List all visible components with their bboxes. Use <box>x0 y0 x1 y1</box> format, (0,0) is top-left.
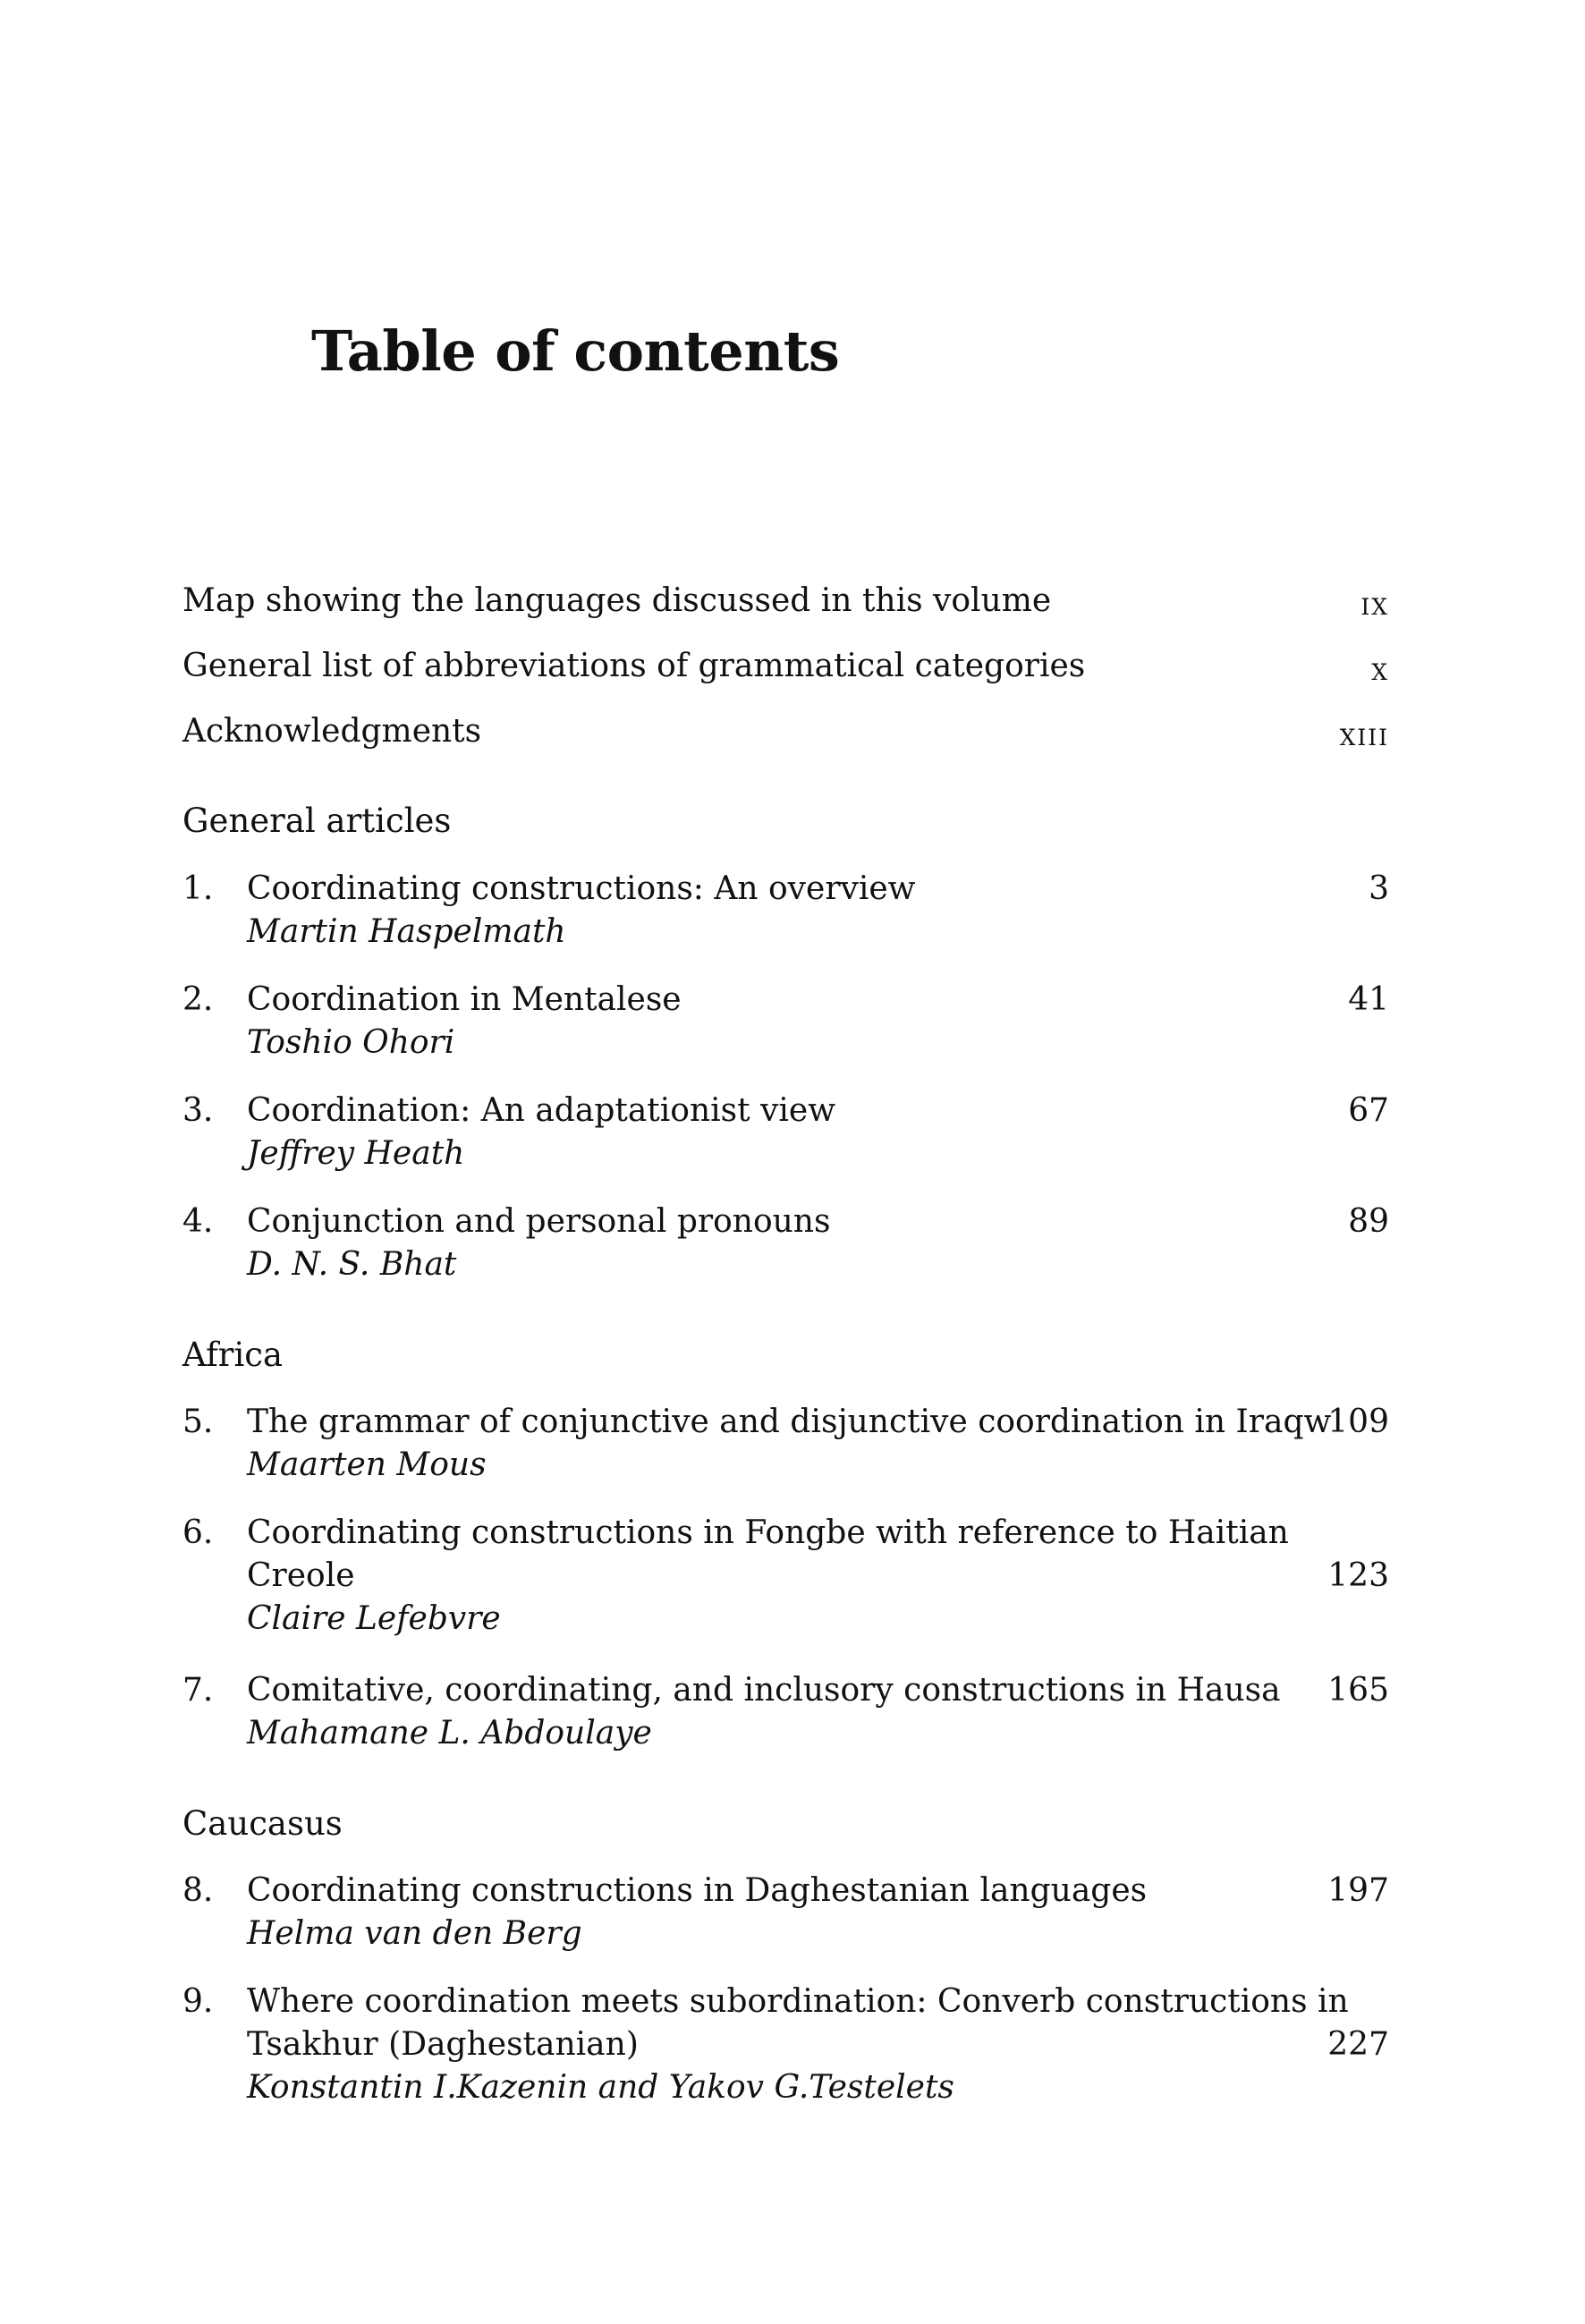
section-heading: Caucasus <box>182 1804 343 1843</box>
toc-entry-page: 67 <box>1348 1092 1389 1129</box>
toc-entry-author: Konstantin I.Kazenin and Yakov G.Testelets <box>247 2069 954 2106</box>
section-heading: General articles <box>182 802 452 840</box>
toc-entry-number: 9. <box>182 1983 214 2020</box>
toc-entry-number: 8. <box>182 1872 214 1909</box>
toc-front-item-page: x <box>1371 651 1389 688</box>
toc-entry-page: 123 <box>1327 1557 1389 1594</box>
toc-entry-number: 3. <box>182 1092 214 1129</box>
toc-entry-page: 227 <box>1327 2026 1389 2063</box>
toc-entry-page: 197 <box>1327 1872 1389 1909</box>
toc-entry-title: Coordinating constructions: An overview <box>247 870 916 907</box>
toc-entry-title: Coordination in Mentalese <box>247 981 682 1018</box>
toc-entry-page: 41 <box>1348 981 1389 1018</box>
page-title: Table of contents <box>311 318 840 384</box>
toc-entry-page: 3 <box>1369 870 1389 907</box>
toc-entry-title-continued: Creole <box>247 1557 355 1594</box>
toc-entry-number: 5. <box>182 1404 214 1440</box>
toc-entry-page: 165 <box>1327 1672 1389 1709</box>
toc-entry-number: 7. <box>182 1672 214 1709</box>
toc-entry-number: 4. <box>182 1203 214 1240</box>
toc-entry-author: Helma van den Berg <box>247 1915 582 1952</box>
toc-entry-title: Conjunction and personal pronouns <box>247 1203 831 1240</box>
toc-entry-author: D. N. S. Bhat <box>247 1246 457 1283</box>
toc-entry-author: Claire Lefebvre <box>247 1600 501 1637</box>
toc-front-item-title: Map showing the languages discussed in this volume <box>182 582 1052 619</box>
section-heading: Africa <box>182 1336 284 1374</box>
toc-entry-author: Toshio Ohori <box>247 1024 455 1061</box>
toc-front-item-page: ix <box>1360 586 1389 623</box>
toc-entry-number: 2. <box>182 981 214 1018</box>
toc-front-item-title: General list of abbreviations of grammatical categories <box>182 648 1086 684</box>
toc-entry-title-continued: Tsakhur (Daghestanian) <box>247 2026 639 2063</box>
toc-entry-page: 109 <box>1327 1404 1389 1440</box>
toc-entry-page: 89 <box>1348 1203 1389 1240</box>
toc-entry-author: Maarten Mous <box>247 1446 487 1483</box>
toc-entry-number: 1. <box>182 870 214 907</box>
toc-front-item-title: Acknowledgments <box>182 713 482 750</box>
toc-entry-title: Coordination: An adaptationist view <box>247 1092 836 1129</box>
toc-entry-author: Jeffrey Heath <box>247 1135 465 1172</box>
toc-entry-number: 6. <box>182 1514 214 1551</box>
toc-entry-title: Where coordination meets subordination: Converb constructions in <box>247 1983 1349 2020</box>
toc-entry-author: Mahamane L. Abdoulaye <box>247 1715 652 1751</box>
toc-entry-author: Martin Haspelmath <box>247 913 566 950</box>
toc-entry-title: Coordinating constructions in Daghestanian languages <box>247 1872 1148 1909</box>
toc-entry-title: The grammar of conjunctive and disjunctive coordination in Iraqw <box>247 1404 1332 1440</box>
toc-entry-title: Coordinating constructions in Fongbe with reference to Haitian <box>247 1514 1289 1551</box>
toc-entry-title: Comitative, coordinating, and inclusory constructions in Hausa <box>247 1672 1281 1709</box>
toc-front-item-page: xiii <box>1339 717 1389 753</box>
